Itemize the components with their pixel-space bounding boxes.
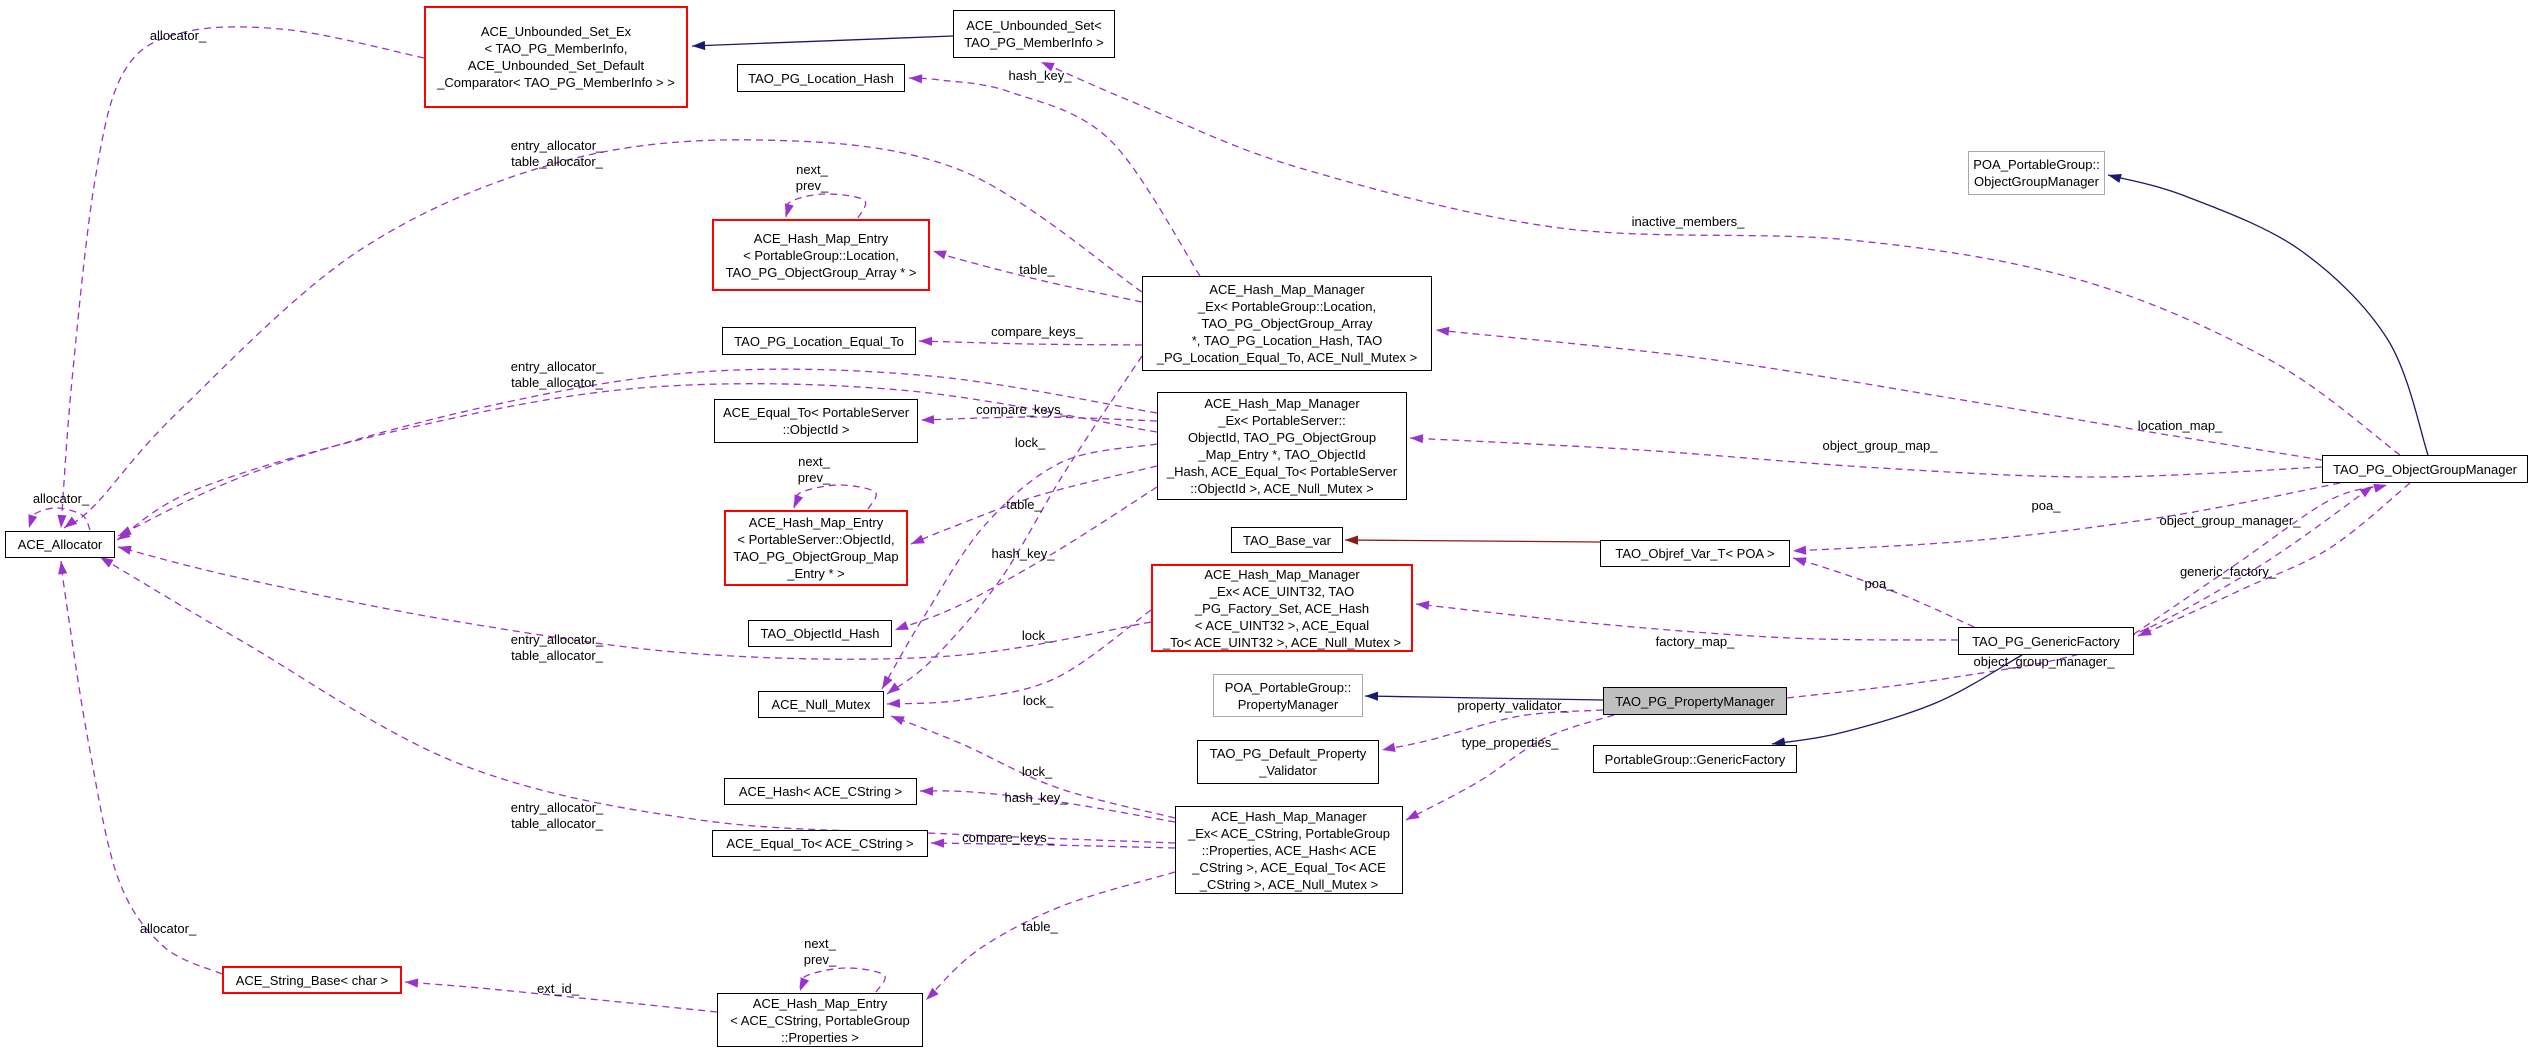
edge-label-line: next_ — [796, 162, 828, 177]
class-node-label: PropertyManager — [1237, 696, 1339, 712]
edge-label-line: object_group_manager_ — [2159, 513, 2301, 528]
class-node-label: ::ObjectId > — [782, 422, 850, 437]
arrowhead-allocator — [118, 546, 132, 555]
edge-label-line: object_group_map_ — [1822, 438, 1938, 453]
edge-label-line: type_properties_ — [1461, 735, 1559, 750]
edge-label-line: next_ — [798, 454, 830, 469]
edge-label-line: table_allocator_ — [511, 154, 603, 169]
class-node-entry_location[interactable] — [712, 219, 930, 291]
class-node-object_group_manager[interactable] — [2322, 455, 2528, 483]
class-node-label: _Ex< ACE_UINT32, TAO — [1209, 583, 1355, 599]
arrowhead-poa_property_manager — [1365, 692, 1378, 701]
class-node-label: TAO_Objref_Var_T< POA > — [1615, 546, 1775, 561]
class-node-entry_cstring[interactable] — [717, 993, 923, 1047]
edge-property_manager-to-map_cstring — [1406, 715, 1614, 820]
edge-object_group_manager-to-map_objectid — [1410, 438, 2322, 477]
arrowhead-null_mutex — [887, 699, 900, 708]
class-node-label: < TAO_PG_MemberInfo, — [484, 41, 628, 56]
edge-label-line: prev_ — [795, 178, 829, 193]
arrowhead-map_cstring — [1406, 810, 1420, 820]
arrowhead-location_hash — [909, 74, 922, 83]
edge-label-line: entry_allocator_ — [510, 632, 604, 647]
class-node-label: TAO_PG_ObjectGroup_Map — [733, 549, 899, 564]
edge-label-line: generic_factory_ — [2179, 564, 2277, 579]
class-node-label: _Ex< PortableServer:: — [1218, 413, 1346, 428]
edge-map_objectid-to-equal_to_objectid — [921, 417, 1157, 421]
class-node-label: ACE_Hash_Map_Entry — [753, 230, 889, 246]
class-node-generic_factory_idl[interactable] — [1593, 745, 1797, 773]
class-node-map_cstring[interactable] — [1175, 806, 1403, 894]
arrowhead-map_location — [1436, 327, 1449, 336]
class-node-label: *, TAO_PG_Location_Hash, TAO — [1191, 333, 1383, 348]
class-node-label: _CString >, ACE_Null_Mutex > — [1199, 876, 1379, 892]
edge-label-line: entry_allocator_ — [510, 359, 604, 374]
edge-label-line: property_validator_ — [1457, 698, 1569, 713]
arrowhead-allocator — [28, 514, 37, 528]
edge-label-line: compare_keys_ — [962, 830, 1054, 845]
arrowhead-null_mutex — [882, 675, 893, 689]
edge-label-line: location_map_ — [2137, 418, 2223, 433]
arrowhead-allocator — [58, 561, 67, 575]
class-node-label: _Ex< ACE_CString, PortableGroup — [1188, 825, 1390, 841]
class-node-label: _PG_Factory_Set, ACE_Hash — [1194, 600, 1370, 616]
class-node-map_objectid[interactable] — [1157, 392, 1407, 500]
class-node-label: ACE_Hash_Map_Manager — [1204, 396, 1360, 411]
edge-object_group_manager-to-generic_factory — [2138, 483, 2410, 636]
arrowhead-base_var — [1345, 536, 1358, 545]
class-node-label: TAO_PG_ObjectGroupManager — [2332, 461, 2517, 477]
edge-label-line: inactive_members_ — [1631, 214, 1745, 229]
edge-entry_objectid-to-entry_objectid — [794, 485, 876, 509]
arrowhead-object_group_manager — [2373, 484, 2387, 493]
class-node-label: ACE_String_Base< char > — [235, 972, 389, 988]
edge-label-line: allocator_ — [139, 921, 197, 936]
edge-map_location-to-allocator — [64, 140, 1142, 528]
edge-label-line: table_allocator_ — [511, 375, 603, 390]
class-node-label: _PG_Location_Equal_To, ACE_Null_Mutex > — [1156, 350, 1418, 365]
edge-label-line: prev_ — [797, 470, 831, 485]
class-node-label: TAO_PG_ObjectGroup_Array * > — [725, 264, 917, 280]
edge-unbounded_set_ex-to-allocator — [61, 27, 424, 528]
edge-entry_location-to-entry_location — [786, 194, 866, 218]
arrowhead-entry_location — [933, 251, 947, 260]
edge-label-line: allocator_ — [149, 28, 207, 43]
arrowhead-unbounded_set — [1041, 62, 1055, 71]
class-node-label: _To< ACE_UINT32 >, ACE_Null_Mutex > — [1162, 634, 1402, 650]
edge-label-line: next_ — [804, 936, 836, 951]
class-node-label: ACE_Unbounded_Set_Default — [467, 58, 645, 73]
class-node-label: TAO_PG_ObjectGroup_Array — [1201, 316, 1373, 331]
edge-map_location-to-null_mutex — [887, 356, 1142, 694]
class-node-label: ACE_Null_Mutex — [771, 697, 871, 712]
class-node-location_hash[interactable] — [737, 64, 905, 92]
arrowhead-objref_var_poa — [1793, 557, 1807, 566]
class-node-label: _Hash, ACE_Equal_To< PortableServer — [1166, 464, 1398, 479]
class-node-label: < PortableServer::ObjectId, — [737, 532, 895, 547]
arrowhead-entry_objectid — [911, 535, 925, 544]
edge-map_uint32-to-allocator — [118, 547, 1151, 659]
edge-map_cstring-to-entry_cstring — [926, 872, 1175, 1000]
edge-object_group_manager-to-map_location — [1436, 330, 2322, 460]
class-node-location_equal_to[interactable] — [722, 327, 916, 355]
class-node-label: TAO_PG_GenericFactory — [1972, 633, 2120, 649]
class-node-allocator[interactable] — [5, 531, 115, 558]
edge-label-line: lock_ — [1021, 628, 1053, 643]
edge-label-line: hash_key_ — [991, 546, 1055, 561]
arrowhead-allocator — [64, 517, 77, 528]
edge-generic_factory-to-objref_var_poa — [1793, 558, 1974, 627]
edge-objref_var_poa-to-base_var — [1345, 540, 1600, 542]
arrowhead-null_mutex — [891, 716, 905, 725]
edge-label-line: lock_ — [1022, 693, 1054, 708]
edge-map_objectid-to-entry_objectid — [911, 466, 1157, 544]
class-node-objref_var_poa[interactable] — [1600, 540, 1790, 567]
edge-unbounded_set-to-unbounded_set_ex — [692, 36, 953, 46]
edge-map_location-to-entry_location — [933, 251, 1142, 302]
edge-label-line: poa_ — [2031, 498, 2061, 513]
class-node-generic_factory[interactable] — [1958, 627, 2134, 655]
arrowhead-entry_location — [785, 203, 794, 217]
edge-map_objectid-to-objectid_hash — [895, 487, 1157, 630]
edge-label-line: factory_map_ — [1655, 634, 1735, 649]
edge-property_manager-to-object_group_manager — [1787, 486, 2373, 698]
class-node-label: TAO_PG_Default_Property — [1209, 746, 1367, 761]
class-node-label: ACE_Hash< ACE_CString > — [738, 784, 903, 799]
class-node-label: _Comparator< TAO_PG_MemberInfo > > — [437, 75, 675, 90]
class-node-property_manager[interactable] — [1603, 687, 1787, 715]
edge-generic_factory-to-generic_factory_idl — [1772, 655, 2022, 744]
class-node-label: ObjectId, TAO_PG_ObjectGroup — [1187, 430, 1377, 445]
arrowhead-objref_var_poa — [1793, 546, 1806, 555]
edge-label-line: entry_allocator_ — [510, 138, 604, 153]
edge-label-line: prev_ — [803, 952, 837, 967]
class-node-label: ObjectGroupManager — [1973, 174, 2099, 189]
class-node-null_mutex[interactable] — [758, 691, 884, 718]
class-node-label: ACE_Hash_Map_Entry — [748, 515, 884, 530]
arrowhead-null_mutex — [887, 683, 900, 695]
edge-label-line: compare_keys_ — [976, 402, 1068, 417]
edge-label-line: table_ — [1006, 497, 1042, 512]
arrowhead-allocator — [57, 515, 66, 528]
class-node-label: ACE_Equal_To< PortableServer — [722, 405, 910, 420]
class-node-label: TAO_Base_var — [1243, 532, 1331, 548]
edge-map_objectid-to-null_mutex — [882, 444, 1157, 689]
class-node-label: POA_PortableGroup:: — [1224, 679, 1352, 695]
arrowhead-default_property_validator — [1382, 743, 1396, 752]
class-node-label: < ACE_UINT32 >, ACE_Equal — [1194, 617, 1370, 633]
edge-entry_cstring-to-string_base — [405, 982, 717, 1012]
arrowhead-string_base — [405, 979, 418, 988]
edge-label-line: table_ — [1022, 919, 1058, 934]
arrowhead-equal_to_objectid — [921, 415, 934, 424]
class-node-label: ::ObjectId >, ACE_Null_Mutex > — [1190, 481, 1374, 496]
class-node-label: ACE_Allocator — [17, 537, 103, 552]
edge-label-line: entry_allocator_ — [510, 800, 604, 815]
edge-generic_factory-to-object_group_manager — [2134, 485, 2387, 634]
class-node-map_uint32[interactable] — [1151, 564, 1413, 652]
class-node-poa_property_manager[interactable] — [1213, 674, 1363, 717]
class-node-unbounded_set[interactable] — [953, 10, 1115, 58]
class-node-label: TAO_ObjectId_Hash — [760, 626, 880, 641]
edge-object_group_manager-to-poa_object_group_manager — [2108, 175, 2428, 455]
class-node-unbounded_set_ex[interactable] — [424, 6, 688, 108]
arrowhead-map_objectid — [1410, 434, 1423, 443]
edge-string_base-to-allocator — [61, 561, 222, 974]
arrowhead-map_uint32 — [1416, 601, 1429, 610]
edge-label-line: table_allocator_ — [511, 816, 603, 831]
class-node-label: TAO_PG_PropertyManager — [1615, 693, 1775, 709]
class-node-label: _Entry * > — [787, 566, 845, 581]
class-node-label: TAO_PG_Location_Equal_To — [734, 333, 904, 349]
edge-label-line: allocator_ — [32, 491, 90, 506]
class-node-label: ACE_Hash_Map_Entry — [752, 995, 888, 1011]
edge-map_objectid-to-allocator — [117, 384, 1157, 540]
arrowhead-location_equal_to — [919, 337, 932, 346]
edge-property_manager-to-poa_property_manager — [1365, 696, 1603, 700]
edge-label-line: lock_ — [1021, 764, 1053, 779]
class-node-base_var[interactable] — [1231, 527, 1343, 553]
class-node-equal_to_cstring[interactable] — [712, 830, 928, 857]
class-node-label: _Map_Entry *, TAO_ObjectId — [1198, 447, 1366, 462]
class-node-entry_objectid[interactable] — [724, 510, 908, 586]
edge-label-line: object_group_manager_ — [1973, 654, 2115, 669]
class-node-label: ACE_Unbounded_Set_Ex — [480, 24, 632, 39]
class-node-hash_cstring[interactable] — [724, 778, 917, 805]
class-node-default_property_validator[interactable] — [1197, 740, 1379, 784]
arrowhead-equal_to_cstring — [931, 839, 944, 848]
class-node-label: ACE_Hash_Map_Manager — [1204, 566, 1360, 582]
class-node-label: POA_PortableGroup:: — [1973, 157, 2100, 172]
class-node-label: PortableGroup::GenericFactory — [1604, 751, 1786, 767]
class-node-label: ACE_Unbounded_Set< — [966, 18, 1102, 33]
edge-map_cstring-to-equal_to_cstring — [931, 843, 1175, 848]
class-node-label: < PortableGroup::Location, — [743, 247, 899, 263]
edge-label-line: table_ — [1019, 262, 1055, 277]
edge-map_cstring-to-hash_cstring — [920, 791, 1175, 822]
edge-map_cstring-to-null_mutex — [891, 716, 1175, 818]
arrowhead-poa_object_group_manager — [2108, 174, 2122, 183]
edge-map_uint32-to-null_mutex — [887, 610, 1151, 704]
edge-map_objectid-to-allocator — [118, 369, 1157, 536]
class-node-label: ACE_Hash_Map_Manager — [1211, 808, 1367, 824]
edge-map_location-to-location_hash — [909, 78, 1200, 276]
class-node-string_base[interactable] — [222, 966, 402, 994]
arrowhead-entry_objectid — [794, 494, 803, 508]
class-node-label: < ACE_CString, PortableGroup — [730, 1012, 910, 1028]
edge-entry_cstring-to-entry_cstring — [800, 968, 885, 992]
arrowhead-allocator — [100, 557, 114, 568]
arrowhead-hash_cstring — [920, 787, 933, 796]
edge-generic_factory-to-map_uint32 — [1416, 604, 1958, 640]
edge-label-line: ext_id_ — [537, 981, 579, 996]
edge-property_manager-to-default_property_validator — [1382, 710, 1603, 750]
edge-label-line: compare_keys_ — [991, 324, 1083, 339]
edge-label-line: hash_key_ — [1008, 68, 1072, 83]
edge-object_group_manager-to-objref_var_poa — [1793, 483, 2340, 551]
class-node-poa_object_group_manager[interactable] — [1968, 151, 2105, 195]
class-node-label: _CString >, ACE_Equal_To< ACE — [1192, 859, 1386, 875]
arrowhead-unbounded_set_ex — [692, 41, 705, 50]
edge-label-line: hash_key_ — [1004, 790, 1068, 805]
edge-label-line: table_allocator_ — [511, 648, 603, 663]
arrowhead-objectid_hash — [895, 621, 909, 630]
edge-label-line: lock_ — [1014, 435, 1046, 450]
class-node-label: _Validator — [1259, 763, 1317, 778]
class-node-label: _Ex< PortableGroup::Location, — [1197, 299, 1377, 314]
class-node-map_location[interactable] — [1142, 276, 1432, 371]
class-node-label: ACE_Hash_Map_Manager — [1209, 282, 1365, 297]
class-node-label: ACE_Equal_To< ACE_CString > — [726, 836, 914, 851]
class-node-objectid_hash[interactable] — [748, 620, 892, 647]
class-node-label: TAO_PG_MemberInfo > — [964, 35, 1104, 50]
edge-map_location-to-location_equal_to — [919, 341, 1142, 345]
class-node-equal_to_objectid[interactable] — [714, 399, 918, 443]
edge-label-line: poa_ — [1864, 576, 1894, 591]
class-node-label: TAO_PG_Location_Hash — [748, 70, 894, 86]
class-node-label: ::Properties > — [781, 1029, 859, 1045]
class-node-label: ::Properties, ACE_Hash< ACE — [1201, 842, 1377, 858]
edge-map_cstring-to-allocator — [100, 557, 1175, 843]
arrowhead-entry_cstring — [800, 977, 809, 991]
